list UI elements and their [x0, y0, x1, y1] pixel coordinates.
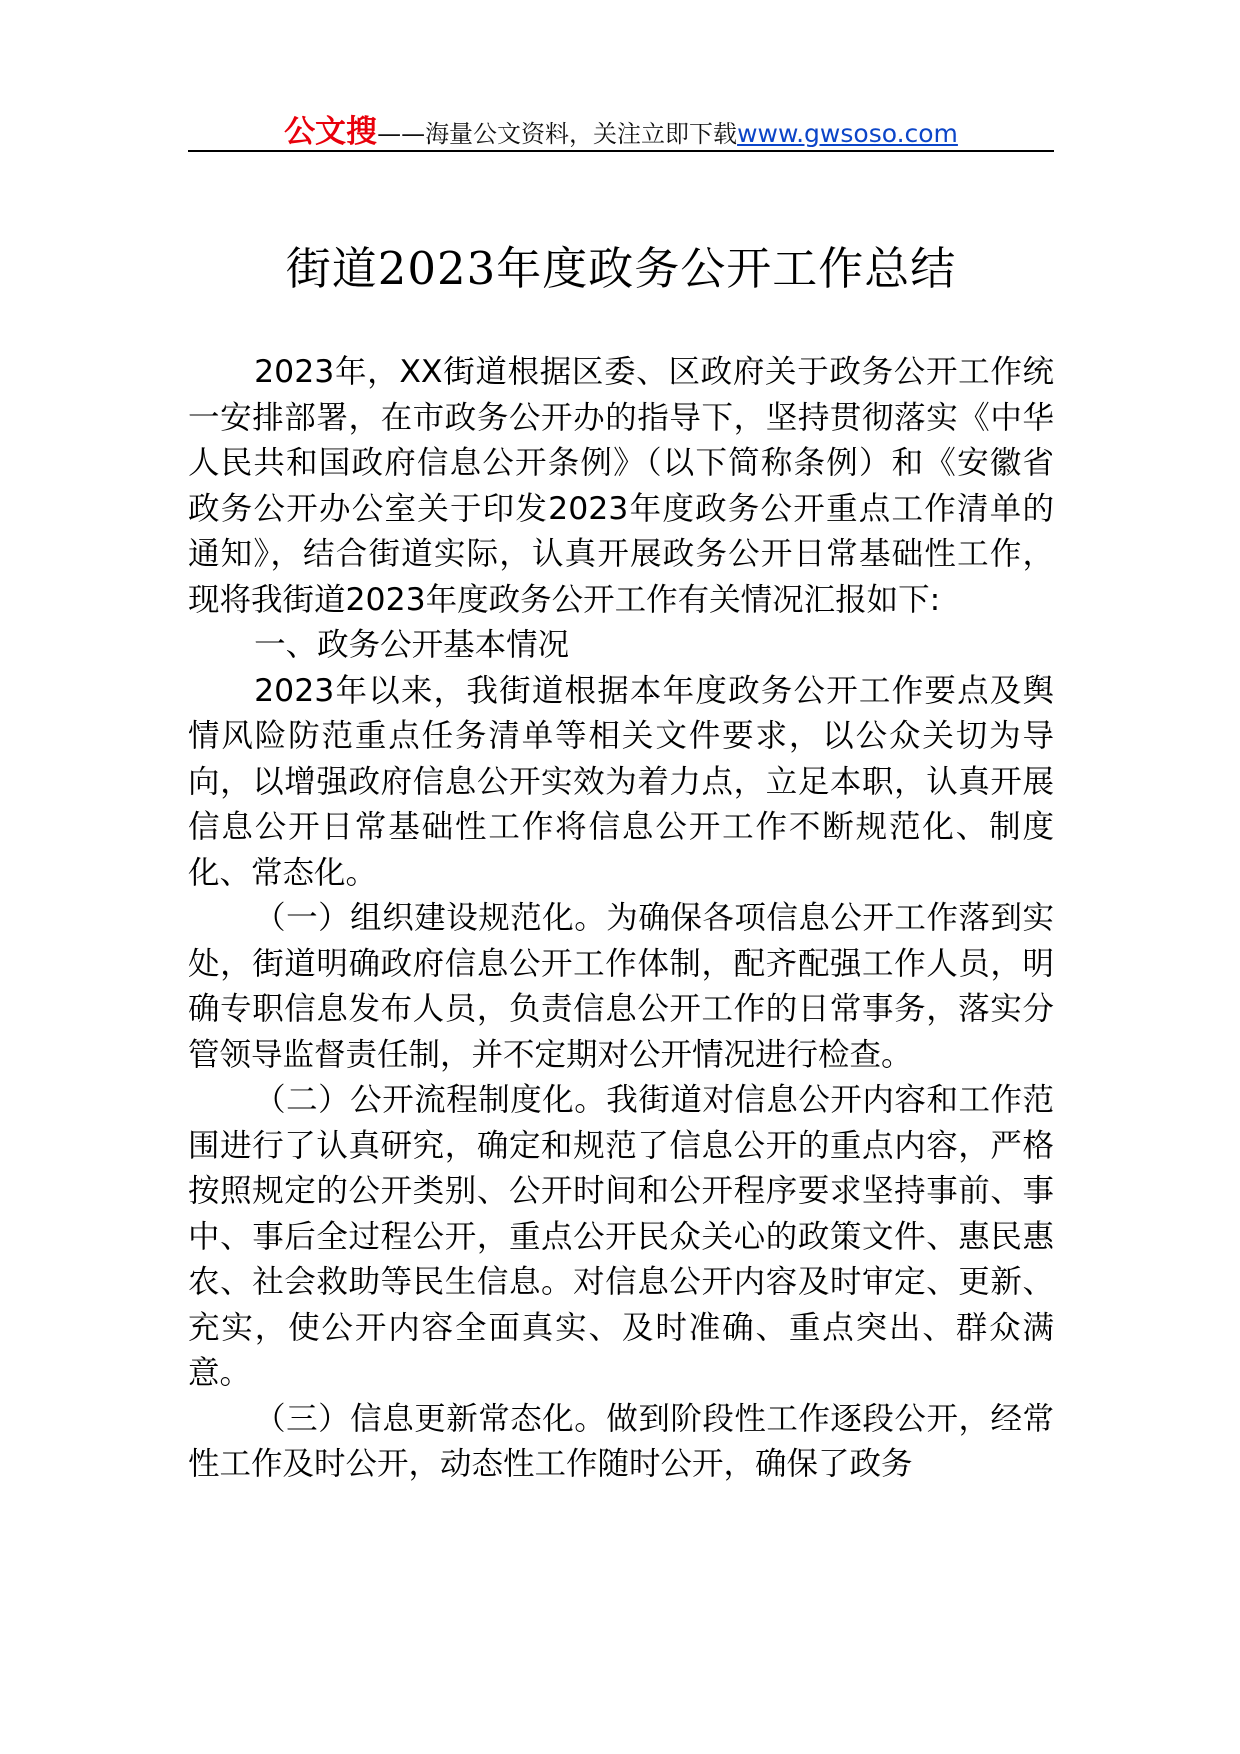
brand-name: 公文搜	[284, 114, 378, 150]
header-slogan: ——海量公文资料，关注立即下载	[377, 120, 738, 148]
document-title: 街道2023年度政务公开工作总结	[285, 242, 957, 295]
paragraph-item-1: （一）组织建设规范化。为确保各项信息公开工作落到实处，街道明确政府信息公开工作体制，配齐配强工作人员，明确专职信息发布人员，负责信息公开工作的日常事务，落实分管领导监督责任制，并不定期对公开情况进行检查。	[188, 900, 1054, 1073]
paragraph-overview: 2023年以来，我街道根据本年度政务公开工作要点及舆情风险防范重点任务清单等相关文件要求，以公众关切为导向，以增强政府信息公开实效为着力点，立足本职，认真开展信息公开日常基础性工作将信息公开工作不断规范化、制度化、常态化。	[188, 672, 1054, 891]
website-link[interactable]: www.gwsoso.com	[737, 119, 958, 148]
document-body	[188, 350, 1054, 1488]
paragraph-intro: 2023年，XX街道根据区委、区政府关于政务公开工作统一安排部署，在市政务公开办的指导下，坚持贯彻落实《中华人民共和国政府信息公开条例》（以下简称条例）和《安徽省政务公开办公室关于印发2023年度政务公开重点工作清单的通知》，结合街道实际，认真开展政务公开日常基础性工作，现将我街道2023年度政务公开工作有关情况汇报如下:	[188, 354, 1054, 618]
header-line	[284, 106, 958, 151]
section-heading: 一、政务公开基本情况	[254, 627, 570, 663]
paragraph-item-3: （三）信息更新常态化。做到阶段性工作逐段公开，经常性工作及时公开，动态性工作随时公开，确保了政务	[188, 1400, 1054, 1482]
paragraph-item-2: （二）公开流程制度化。我街道对信息公开内容和工作范围进行了认真研究，确定和规范了信息公开的重点内容，严格按照规定的公开类别、公开时间和公开程序要求坚持事前、事中、事后全过程公开，重点公开民众关心的政策文件、惠民惠农、社会救助等民生信息。对信息公开内容及时审定、更新、充实，使公开内容全面真实、及时准确、重点突出、群众满意。	[188, 1082, 1054, 1391]
page-header	[188, 100, 1054, 152]
